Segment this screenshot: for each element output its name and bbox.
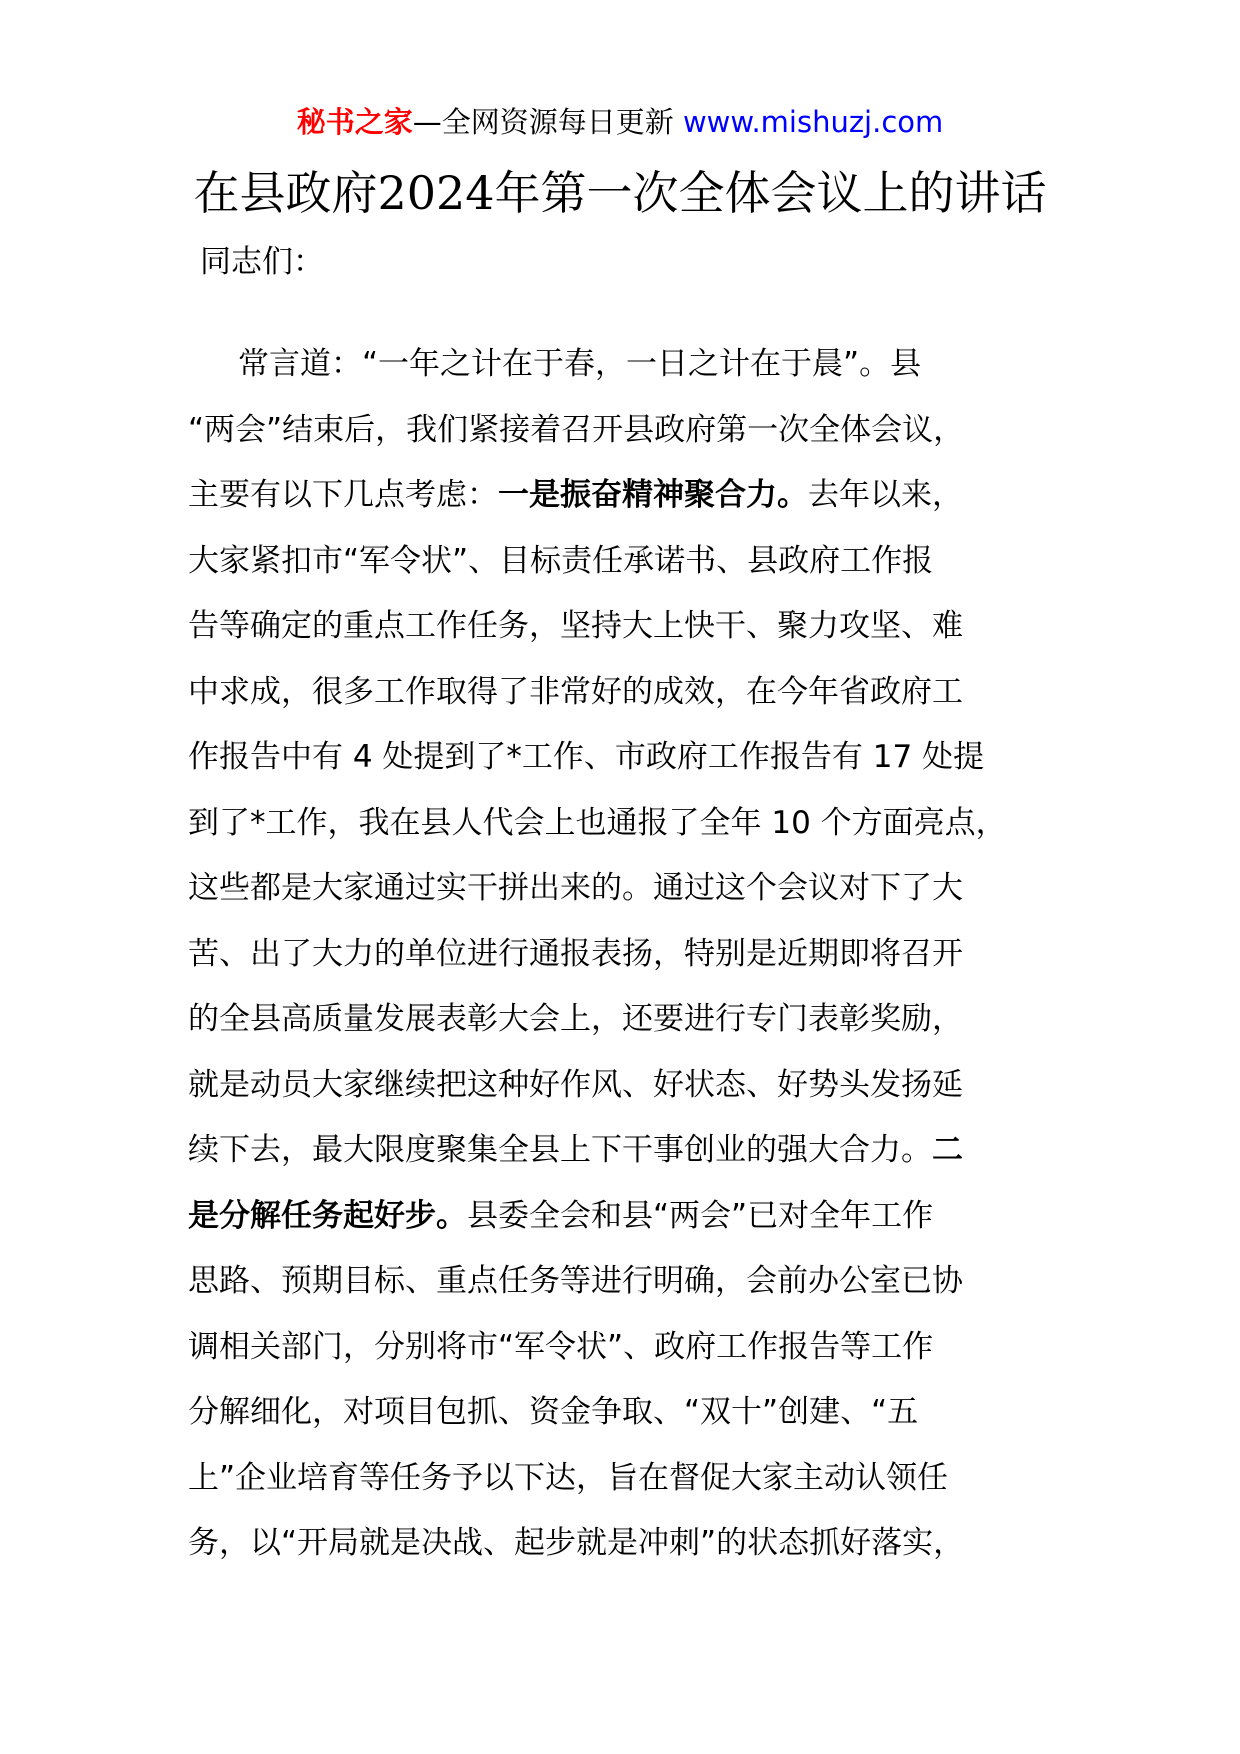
body-line xyxy=(188,1249,1068,1315)
speech-body xyxy=(188,332,1068,1577)
body-line xyxy=(188,1053,1068,1119)
body-line xyxy=(188,660,1068,726)
body-text: 县委全会和县“两会”已对全年工作 xyxy=(467,1197,934,1234)
body-line xyxy=(188,398,1068,464)
body-text: 苦、出了大力的单位进行通报表扬，特别是近期即将召开 xyxy=(188,935,963,972)
body-line xyxy=(188,1184,1068,1250)
body-line xyxy=(188,1446,1068,1512)
bold-heading-text: 是分解任务起好步。 xyxy=(188,1197,467,1234)
body-text: 常言道：“一年之计在于春，一日之计在于晨”。县 xyxy=(238,346,922,382)
document-title: 在县政府2024年第一次全体会议上的讲话 xyxy=(193,166,1047,220)
body-text: 主要有以下几点考虑： xyxy=(188,477,498,513)
site-header xyxy=(0,102,1240,142)
body-text: 作报告中有 4 处提到了*工作、市政府工作报告有 17 处提 xyxy=(188,739,985,775)
body-text: 大家紧扣市“军令状”、目标责任承诺书、县政府工作报 xyxy=(188,542,934,579)
bold-heading-text: 一是振奋精神聚合力。 xyxy=(498,477,808,513)
body-line xyxy=(188,1511,1068,1577)
body-text: 调相关部门，分别将市“军令状”、政府工作报告等工作 xyxy=(188,1328,934,1365)
salutation: 同志们： xyxy=(200,244,324,280)
body-text: 分解细化，对项目包抓、资金争取、“双十”创建、“五 xyxy=(188,1394,919,1430)
site-brand: 秘书之家 xyxy=(296,105,413,139)
body-text: 思路、预期目标、重点任务等进行明确，会前办公室已协 xyxy=(188,1263,963,1299)
bold-heading-text: 二 xyxy=(932,1132,963,1168)
body-line xyxy=(188,987,1068,1053)
body-text: 中求成，很多工作取得了非常好的成效，在今年省政府工 xyxy=(188,673,963,710)
body-text: 务，以“开局就是决战、起步就是冲刺”的状态抓好落实， xyxy=(188,1525,965,1561)
body-line xyxy=(188,332,1068,398)
body-line xyxy=(188,594,1068,660)
body-text: 续下去，最大限度聚集全县上下干事创业的强大合力。 xyxy=(188,1132,932,1168)
body-line xyxy=(188,856,1068,922)
body-text: 上”企业培育等任务予以下达，旨在督促大家主动认领任 xyxy=(188,1459,949,1496)
body-text: 到了*工作，我在县人代会上也通报了全年 10 个方面亮点， xyxy=(188,804,1007,841)
body-line xyxy=(188,1118,1068,1184)
body-text: “两会”结束后，我们紧接着召开县政府第一次全体会议， xyxy=(188,411,965,448)
body-line xyxy=(188,922,1068,988)
body-text: 去年以来， xyxy=(808,477,963,513)
body-line xyxy=(188,725,1068,791)
body-line xyxy=(188,1380,1068,1446)
body-line xyxy=(188,463,1068,529)
body-line xyxy=(188,529,1068,595)
body-text: 告等确定的重点工作任务，坚持大上快干、聚力攻坚、难 xyxy=(188,608,963,644)
body-line xyxy=(188,1315,1068,1381)
body-text: 的全县高质量发展表彰大会上，还要进行专门表彰奖励， xyxy=(188,1001,963,1037)
site-url-link[interactable]: www.mishuzj.com xyxy=(682,105,944,139)
body-text: 这些都是大家通过实干拼出来的。通过这个会议对下了大 xyxy=(188,870,963,906)
site-tagline: —全网资源每日更新 xyxy=(412,105,683,139)
body-text: 就是动员大家继续把这种好作风、好状态、好势头发扬延 xyxy=(188,1066,963,1103)
body-line xyxy=(188,791,1068,857)
